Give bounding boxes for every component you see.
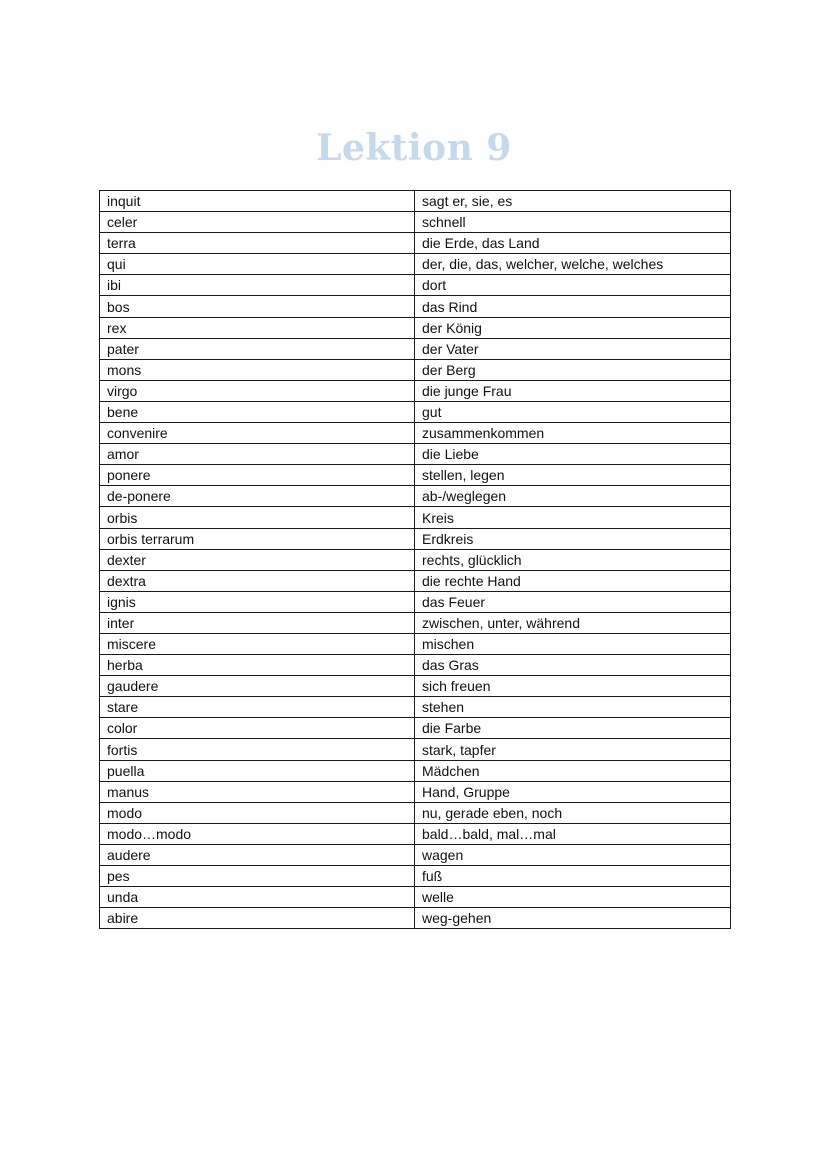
latin-word-cell: dexter — [100, 549, 415, 570]
latin-word-cell: bos — [100, 296, 415, 317]
german-translation-cell: gut — [415, 401, 731, 422]
latin-word-cell: convenire — [100, 423, 415, 444]
latin-word-cell: color — [100, 718, 415, 739]
german-translation-cell: der Berg — [415, 359, 731, 380]
german-translation-cell: die Liebe — [415, 444, 731, 465]
german-translation-cell: stehen — [415, 697, 731, 718]
table-row — [100, 549, 731, 570]
table-row — [100, 275, 731, 296]
german-translation-cell: stellen, legen — [415, 465, 731, 486]
latin-word-cell: miscere — [100, 633, 415, 654]
table-row — [100, 507, 731, 528]
german-translation-cell: das Feuer — [415, 591, 731, 612]
german-translation-cell: Erdkreis — [415, 528, 731, 549]
latin-word-cell: inquit — [100, 191, 415, 212]
german-translation-cell: dort — [415, 275, 731, 296]
german-translation-cell: der Vater — [415, 338, 731, 359]
table-row — [100, 254, 731, 275]
latin-word-cell: rex — [100, 317, 415, 338]
german-translation-cell: Mädchen — [415, 760, 731, 781]
table-row — [100, 486, 731, 507]
latin-word-cell: fortis — [100, 739, 415, 760]
german-translation-cell: rechts, glücklich — [415, 549, 731, 570]
german-translation-cell: die Farbe — [415, 718, 731, 739]
german-translation-cell: Kreis — [415, 507, 731, 528]
table-row — [100, 528, 731, 549]
latin-word-cell: orbis — [100, 507, 415, 528]
vocabulary-table — [99, 190, 731, 929]
latin-word-cell: terra — [100, 233, 415, 254]
latin-word-cell: herba — [100, 655, 415, 676]
table-row — [100, 423, 731, 444]
german-translation-cell: bald…bald, mal…mal — [415, 823, 731, 844]
page-title: Lektion 9 — [316, 127, 512, 170]
table-row — [100, 465, 731, 486]
table-row — [100, 296, 731, 317]
table-row — [100, 591, 731, 612]
latin-word-cell: pes — [100, 866, 415, 887]
latin-word-cell: inter — [100, 612, 415, 633]
table-row — [100, 212, 731, 233]
german-translation-cell: stark, tapfer — [415, 739, 731, 760]
latin-word-cell: modo…modo — [100, 823, 415, 844]
latin-word-cell: ignis — [100, 591, 415, 612]
table-row — [100, 633, 731, 654]
table-row — [100, 359, 731, 380]
table-row — [100, 338, 731, 359]
table-row — [100, 823, 731, 844]
table-row — [100, 866, 731, 887]
german-translation-cell: sagt er, sie, es — [415, 191, 731, 212]
table-row — [100, 655, 731, 676]
table-row — [100, 718, 731, 739]
table-row — [100, 380, 731, 401]
latin-word-cell: abire — [100, 908, 415, 929]
table-row — [100, 739, 731, 760]
table-row — [100, 191, 731, 212]
table-row — [100, 317, 731, 338]
table-row — [100, 760, 731, 781]
german-translation-cell: nu, gerade eben, noch — [415, 802, 731, 823]
latin-word-cell: stare — [100, 697, 415, 718]
latin-word-cell: pater — [100, 338, 415, 359]
latin-word-cell: audere — [100, 844, 415, 865]
latin-word-cell: dextra — [100, 570, 415, 591]
latin-word-cell: gaudere — [100, 676, 415, 697]
latin-word-cell: modo — [100, 802, 415, 823]
latin-word-cell: amor — [100, 444, 415, 465]
table-row — [100, 233, 731, 254]
table-row — [100, 697, 731, 718]
german-translation-cell: der König — [415, 317, 731, 338]
german-translation-cell: wagen — [415, 844, 731, 865]
german-translation-cell: zusammenkommen — [415, 423, 731, 444]
table-row — [100, 781, 731, 802]
german-translation-cell: fuß — [415, 866, 731, 887]
table-row — [100, 908, 731, 929]
latin-word-cell: orbis terrarum — [100, 528, 415, 549]
table-row — [100, 844, 731, 865]
table-row — [100, 444, 731, 465]
latin-word-cell: manus — [100, 781, 415, 802]
table-row — [100, 401, 731, 422]
german-translation-cell: Hand, Gruppe — [415, 781, 731, 802]
german-translation-cell: schnell — [415, 212, 731, 233]
table-row — [100, 570, 731, 591]
german-translation-cell: zwischen, unter, während — [415, 612, 731, 633]
vocabulary-table-body — [100, 191, 731, 929]
german-translation-cell: die rechte Hand — [415, 570, 731, 591]
table-row — [100, 676, 731, 697]
latin-word-cell: celer — [100, 212, 415, 233]
latin-word-cell: unda — [100, 887, 415, 908]
table-row — [100, 612, 731, 633]
latin-word-cell: de-ponere — [100, 486, 415, 507]
german-translation-cell: mischen — [415, 633, 731, 654]
table-row — [100, 802, 731, 823]
table-row — [100, 887, 731, 908]
german-translation-cell: sich freuen — [415, 676, 731, 697]
german-translation-cell: weg-gehen — [415, 908, 731, 929]
latin-word-cell: puella — [100, 760, 415, 781]
latin-word-cell: bene — [100, 401, 415, 422]
german-translation-cell: die Erde, das Land — [415, 233, 731, 254]
german-translation-cell: das Rind — [415, 296, 731, 317]
latin-word-cell: mons — [100, 359, 415, 380]
latin-word-cell: ibi — [100, 275, 415, 296]
latin-word-cell: qui — [100, 254, 415, 275]
german-translation-cell: die junge Frau — [415, 380, 731, 401]
german-translation-cell: das Gras — [415, 655, 731, 676]
german-translation-cell: der, die, das, welcher, welche, welches — [415, 254, 731, 275]
german-translation-cell: welle — [415, 887, 731, 908]
german-translation-cell: ab-/weglegen — [415, 486, 731, 507]
latin-word-cell: virgo — [100, 380, 415, 401]
latin-word-cell: ponere — [100, 465, 415, 486]
